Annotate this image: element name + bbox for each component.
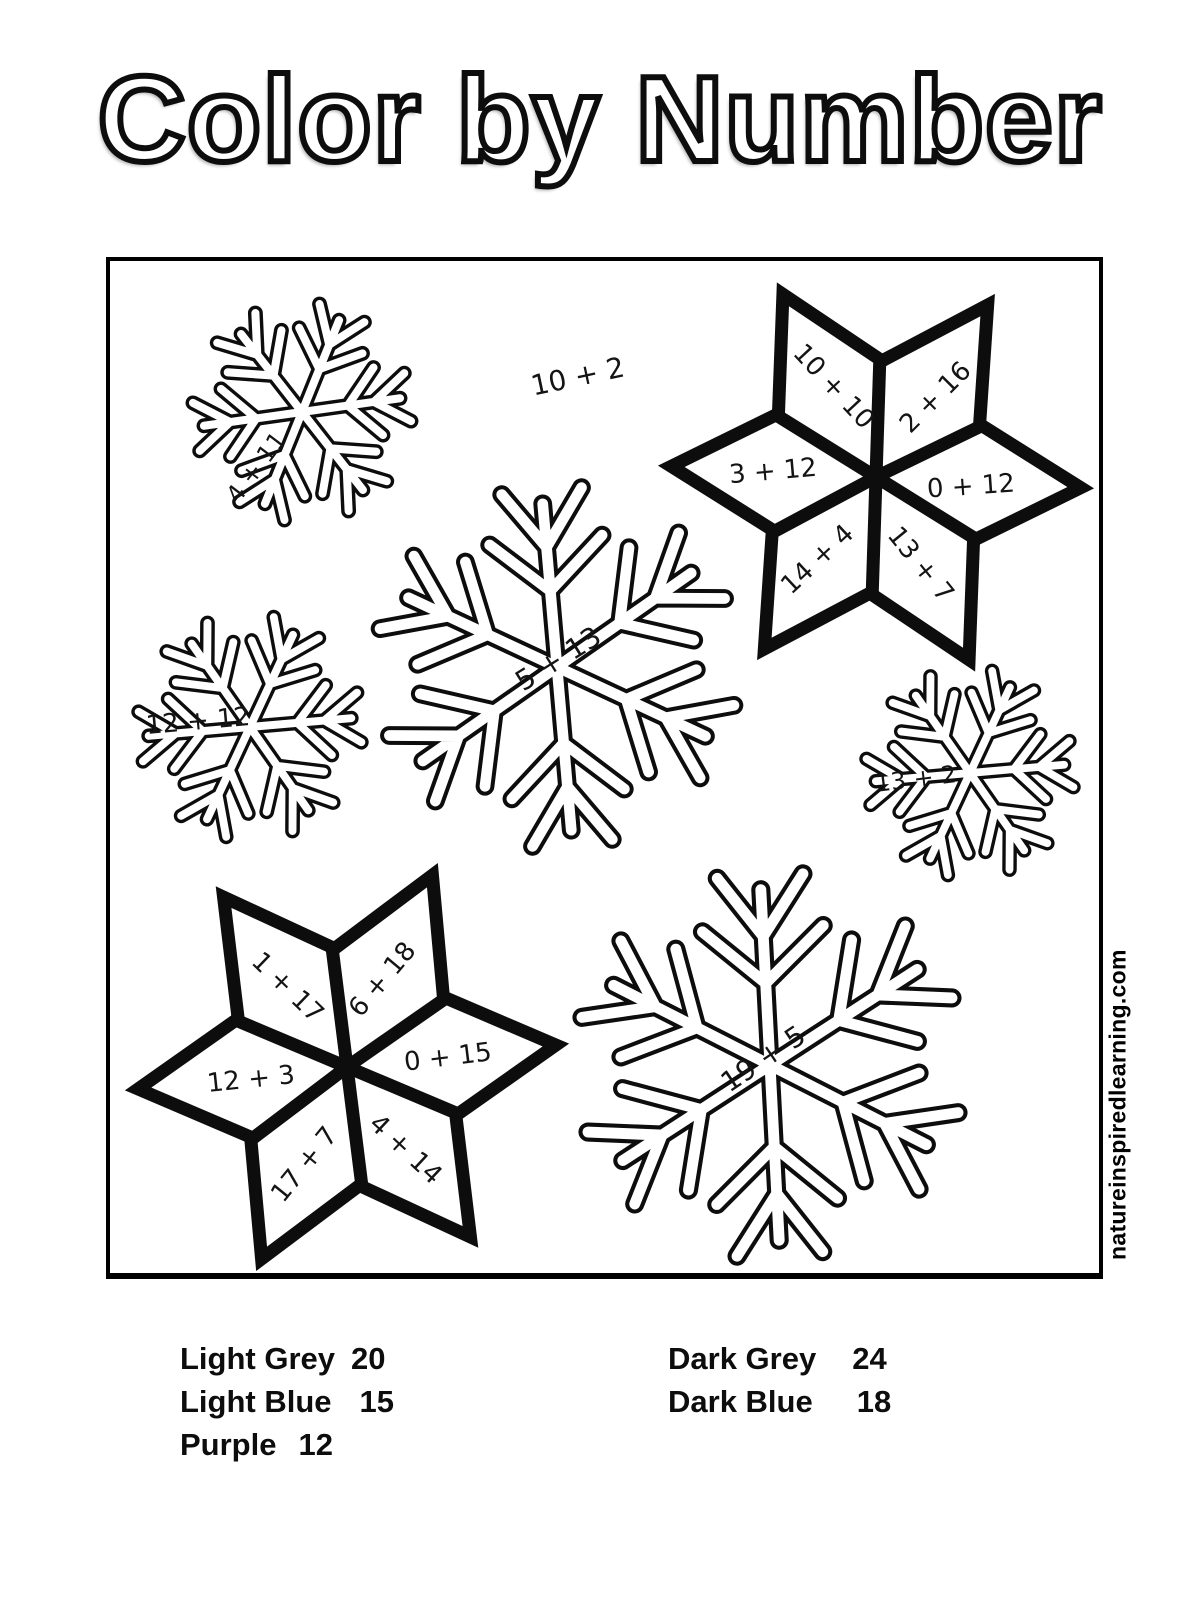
key-color-name: Dark Blue <box>668 1384 813 1419</box>
page-title: Color by Number <box>97 51 1103 187</box>
key-row-light-grey <box>180 1337 394 1380</box>
key-color-number: 15 <box>359 1384 395 1419</box>
snowflake-top-left <box>181 289 423 535</box>
math-problem-star2-right: 0 + 15 <box>402 1037 494 1078</box>
key-color-number: 24 <box>852 1341 887 1376</box>
key-row-light-blue <box>180 1380 394 1423</box>
math-problem-star1-left: 3 + 12 <box>727 452 819 491</box>
key-row-dark-grey <box>668 1337 891 1380</box>
math-problem-star2-upper-left: 1 + 17 <box>245 946 330 1029</box>
key-color-name: Dark Grey <box>668 1341 817 1376</box>
math-problem-star1-lower-left: 14 + 4 <box>775 518 861 601</box>
math-problem-star1-right: 0 + 12 <box>926 468 1016 505</box>
watermark-website: natureinspiredlearning.com <box>1104 949 1131 1261</box>
key-color-name: Light Grey <box>180 1341 336 1376</box>
math-problem-floating: 10 + 2 <box>527 350 628 403</box>
math-problem-snowflake-middle-left: 12 + 12 <box>144 702 252 741</box>
key-color-number: 12 <box>298 1427 333 1462</box>
key-color-number: 18 <box>856 1384 892 1419</box>
math-problem-star1-upper-left: 10 + 10 <box>786 338 880 436</box>
star-top-right <box>660 259 1091 694</box>
key-row-purple <box>180 1423 394 1466</box>
math-problem-star1-upper-right: 2 + 16 <box>893 355 978 440</box>
color-key-right-column <box>668 1337 891 1423</box>
math-problem-star2-left: 12 + 3 <box>205 1059 297 1100</box>
math-problem-star1-lower-right: 13 + 7 <box>881 521 960 609</box>
key-color-name: Light Blue <box>180 1384 332 1419</box>
color-key-left-column <box>180 1337 394 1466</box>
key-row-dark-blue <box>668 1380 891 1423</box>
math-problem-snowflake-top-left: 4 + 11 <box>220 426 292 509</box>
key-color-name: Purple <box>180 1427 277 1462</box>
star-bottom-left <box>116 834 578 1300</box>
key-color-number: 20 <box>351 1341 386 1376</box>
math-problem-star2-upper-right: 6 + 18 <box>342 936 423 1024</box>
math-problem-snowflake-middle-right: 13 + 2 <box>873 760 958 798</box>
math-problem-snowflake-bottom-right: 19 + 5 <box>714 1018 812 1099</box>
math-problem-snowflake-center: 5 + 13 <box>509 619 608 698</box>
math-problem-star2-lower-left: 17 + 7 <box>265 1121 344 1209</box>
math-problem-star2-lower-right: 4 + 14 <box>362 1108 448 1191</box>
